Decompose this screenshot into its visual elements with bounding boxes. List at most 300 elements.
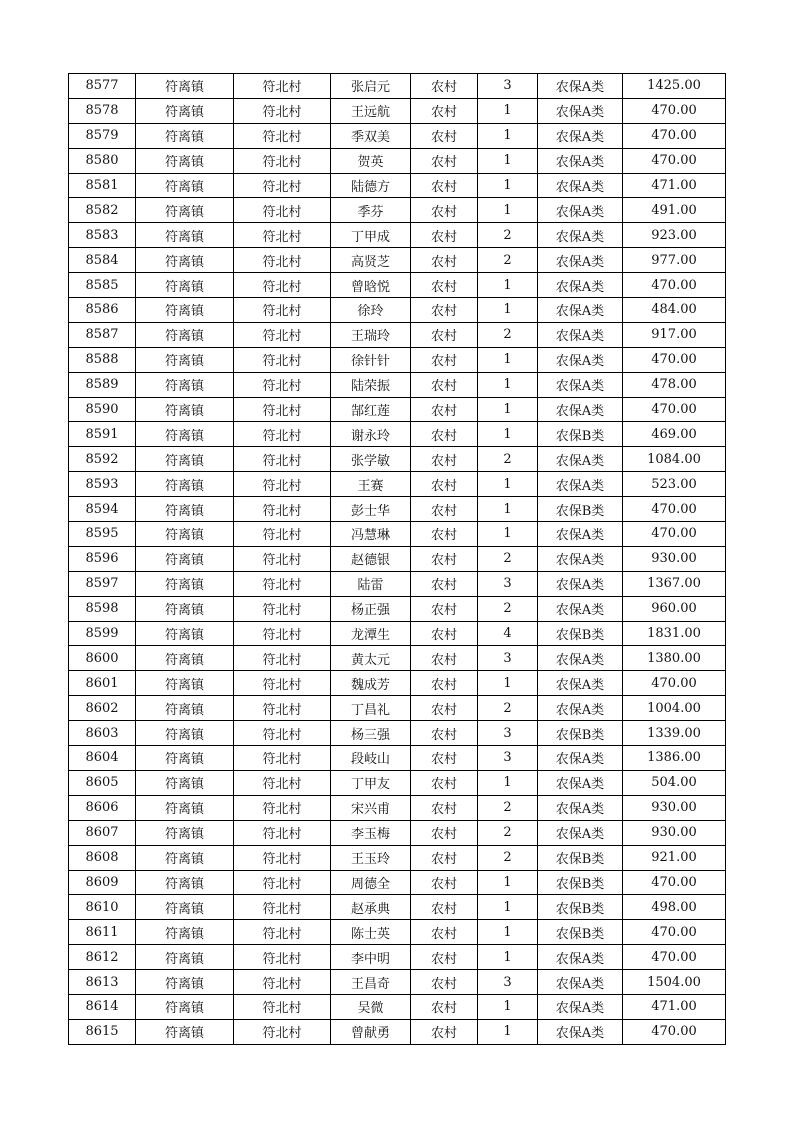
table-row <box>69 298 726 323</box>
cell-name: 周德全 <box>331 870 411 895</box>
cell-amount: 470.00 <box>623 123 726 148</box>
cell-household-size: 2 <box>478 322 538 347</box>
cell-name: 季双美 <box>331 123 411 148</box>
cell-amount: 923.00 <box>623 223 726 248</box>
cell-amount: 1504.00 <box>623 970 726 995</box>
cell-area-type: 农村 <box>411 273 478 298</box>
cell-amount: 470.00 <box>623 347 726 372</box>
cell-area-type: 农村 <box>411 472 478 497</box>
cell-town: 符离镇 <box>136 198 234 223</box>
cell-village: 符北村 <box>234 920 331 945</box>
cell-amount: 470.00 <box>623 497 726 522</box>
cell-id: 8581 <box>69 173 136 198</box>
cell-town: 符离镇 <box>136 994 234 1019</box>
cell-household-size: 1 <box>478 994 538 1019</box>
cell-amount: 960.00 <box>623 596 726 621</box>
cell-village: 符北村 <box>234 223 331 248</box>
table-row <box>69 497 726 522</box>
cell-category: 农保A类 <box>538 596 623 621</box>
table-row <box>69 98 726 123</box>
cell-village: 符北村 <box>234 870 331 895</box>
cell-amount: 1339.00 <box>623 721 726 746</box>
cell-id: 8602 <box>69 696 136 721</box>
table-row <box>69 198 726 223</box>
cell-id: 8580 <box>69 148 136 173</box>
table-row <box>69 372 726 397</box>
cell-amount: 470.00 <box>623 945 726 970</box>
cell-area-type: 农村 <box>411 920 478 945</box>
cell-household-size: 1 <box>478 770 538 795</box>
cell-category: 农保B类 <box>538 920 623 945</box>
cell-area-type: 农村 <box>411 646 478 671</box>
cell-town: 符离镇 <box>136 173 234 198</box>
cell-id: 8594 <box>69 497 136 522</box>
cell-town: 符离镇 <box>136 472 234 497</box>
cell-category: 农保A类 <box>538 223 623 248</box>
cell-town: 符离镇 <box>136 696 234 721</box>
cell-amount: 1425.00 <box>623 74 726 99</box>
cell-area-type: 农村 <box>411 994 478 1019</box>
cell-town: 符离镇 <box>136 98 234 123</box>
cell-village: 符北村 <box>234 472 331 497</box>
cell-id: 8609 <box>69 870 136 895</box>
cell-amount: 471.00 <box>623 173 726 198</box>
cell-amount: 1084.00 <box>623 447 726 472</box>
cell-name: 曾献勇 <box>331 1019 411 1044</box>
cell-village: 符北村 <box>234 422 331 447</box>
cell-household-size: 1 <box>478 273 538 298</box>
table-row <box>69 795 726 820</box>
cell-household-size: 1 <box>478 397 538 422</box>
cell-household-size: 3 <box>478 74 538 99</box>
cell-village: 符北村 <box>234 820 331 845</box>
table-row <box>69 994 726 1019</box>
cell-category: 农保B类 <box>538 870 623 895</box>
cell-amount: 523.00 <box>623 472 726 497</box>
cell-amount: 930.00 <box>623 546 726 571</box>
cell-village: 符北村 <box>234 397 331 422</box>
cell-name: 曾晗悦 <box>331 273 411 298</box>
cell-category: 农保A类 <box>538 646 623 671</box>
cell-name: 王远航 <box>331 98 411 123</box>
cell-town: 符离镇 <box>136 397 234 422</box>
table-row <box>69 74 726 99</box>
cell-household-size: 1 <box>478 671 538 696</box>
table-row <box>69 696 726 721</box>
cell-town: 符离镇 <box>136 671 234 696</box>
table-row <box>69 571 726 596</box>
cell-town: 符离镇 <box>136 347 234 372</box>
cell-id: 8596 <box>69 546 136 571</box>
cell-amount: 470.00 <box>623 1019 726 1044</box>
table-row <box>69 397 726 422</box>
cell-name: 彭士华 <box>331 497 411 522</box>
cell-village: 符北村 <box>234 895 331 920</box>
cell-name: 宋兴甫 <box>331 795 411 820</box>
cell-area-type: 农村 <box>411 422 478 447</box>
cell-household-size: 1 <box>478 148 538 173</box>
cell-town: 符离镇 <box>136 298 234 323</box>
cell-village: 符北村 <box>234 248 331 273</box>
cell-id: 8586 <box>69 298 136 323</box>
cell-area-type: 农村 <box>411 621 478 646</box>
cell-household-size: 1 <box>478 422 538 447</box>
cell-category: 农保A类 <box>538 298 623 323</box>
cell-town: 符离镇 <box>136 596 234 621</box>
cell-name: 高贤芝 <box>331 248 411 273</box>
cell-town: 符离镇 <box>136 571 234 596</box>
cell-amount: 470.00 <box>623 522 726 547</box>
cell-village: 符北村 <box>234 546 331 571</box>
cell-id: 8597 <box>69 571 136 596</box>
cell-id: 8599 <box>69 621 136 646</box>
cell-household-size: 2 <box>478 223 538 248</box>
cell-id: 8604 <box>69 746 136 771</box>
table-row <box>69 322 726 347</box>
cell-household-size: 2 <box>478 696 538 721</box>
table-row <box>69 646 726 671</box>
cell-id: 8607 <box>69 820 136 845</box>
cell-amount: 470.00 <box>623 920 726 945</box>
cell-town: 符离镇 <box>136 820 234 845</box>
cell-id: 8603 <box>69 721 136 746</box>
cell-area-type: 农村 <box>411 895 478 920</box>
cell-town: 符离镇 <box>136 646 234 671</box>
cell-category: 农保B类 <box>538 721 623 746</box>
cell-area-type: 农村 <box>411 148 478 173</box>
cell-name: 段岐山 <box>331 746 411 771</box>
cell-amount: 917.00 <box>623 322 726 347</box>
cell-village: 符北村 <box>234 994 331 1019</box>
cell-category: 农保A类 <box>538 970 623 995</box>
cell-category: 农保A类 <box>538 522 623 547</box>
cell-area-type: 农村 <box>411 795 478 820</box>
cell-town: 符离镇 <box>136 1019 234 1044</box>
cell-area-type: 农村 <box>411 522 478 547</box>
cell-area-type: 农村 <box>411 845 478 870</box>
cell-household-size: 2 <box>478 596 538 621</box>
table-row <box>69 621 726 646</box>
cell-amount: 1367.00 <box>623 571 726 596</box>
cell-area-type: 农村 <box>411 1019 478 1044</box>
cell-household-size: 2 <box>478 447 538 472</box>
table-row <box>69 1019 726 1044</box>
cell-category: 农保A类 <box>538 571 623 596</box>
table-row <box>69 522 726 547</box>
cell-name: 赵承典 <box>331 895 411 920</box>
cell-id: 8591 <box>69 422 136 447</box>
table-row <box>69 273 726 298</box>
cell-category: 农保A类 <box>538 173 623 198</box>
cell-name: 张启元 <box>331 74 411 99</box>
cell-id: 8615 <box>69 1019 136 1044</box>
cell-household-size: 3 <box>478 746 538 771</box>
table-row <box>69 123 726 148</box>
cell-category: 农保A类 <box>538 770 623 795</box>
cell-town: 符离镇 <box>136 795 234 820</box>
cell-amount: 977.00 <box>623 248 726 273</box>
cell-category: 农保A类 <box>538 98 623 123</box>
cell-town: 符离镇 <box>136 248 234 273</box>
cell-category: 农保A类 <box>538 273 623 298</box>
cell-category: 农保A类 <box>538 248 623 273</box>
cell-area-type: 农村 <box>411 970 478 995</box>
cell-household-size: 1 <box>478 497 538 522</box>
cell-village: 符北村 <box>234 945 331 970</box>
cell-category: 农保A类 <box>538 472 623 497</box>
cell-name: 徐针针 <box>331 347 411 372</box>
cell-amount: 1386.00 <box>623 746 726 771</box>
cell-category: 农保A类 <box>538 820 623 845</box>
cell-amount: 930.00 <box>623 820 726 845</box>
cell-name: 王赛 <box>331 472 411 497</box>
table-row <box>69 721 726 746</box>
cell-name: 龙潭生 <box>331 621 411 646</box>
cell-village: 符北村 <box>234 372 331 397</box>
cell-area-type: 农村 <box>411 671 478 696</box>
cell-household-size: 1 <box>478 895 538 920</box>
cell-amount: 1831.00 <box>623 621 726 646</box>
cell-household-size: 3 <box>478 571 538 596</box>
cell-town: 符离镇 <box>136 870 234 895</box>
cell-village: 符北村 <box>234 347 331 372</box>
cell-household-size: 1 <box>478 522 538 547</box>
cell-household-size: 1 <box>478 1019 538 1044</box>
cell-name: 张学敏 <box>331 447 411 472</box>
cell-village: 符北村 <box>234 173 331 198</box>
cell-category: 农保A类 <box>538 347 623 372</box>
table-row <box>69 223 726 248</box>
cell-category: 农保A类 <box>538 123 623 148</box>
cell-name: 吴微 <box>331 994 411 1019</box>
table-row <box>69 546 726 571</box>
cell-village: 符北村 <box>234 970 331 995</box>
cell-category: 农保B类 <box>538 845 623 870</box>
cell-name: 杨三强 <box>331 721 411 746</box>
cell-village: 符北村 <box>234 770 331 795</box>
cell-id: 8610 <box>69 895 136 920</box>
cell-town: 符离镇 <box>136 721 234 746</box>
cell-village: 符北村 <box>234 273 331 298</box>
table-row <box>69 447 726 472</box>
cell-name: 季芬 <box>331 198 411 223</box>
cell-village: 符北村 <box>234 148 331 173</box>
cell-village: 符北村 <box>234 596 331 621</box>
cell-household-size: 1 <box>478 198 538 223</box>
cell-town: 符离镇 <box>136 770 234 795</box>
cell-area-type: 农村 <box>411 372 478 397</box>
cell-name: 冯慧琳 <box>331 522 411 547</box>
table-row <box>69 770 726 795</box>
cell-category: 农保B类 <box>538 621 623 646</box>
cell-town: 符离镇 <box>136 970 234 995</box>
cell-amount: 498.00 <box>623 895 726 920</box>
cell-area-type: 农村 <box>411 347 478 372</box>
cell-name: 李中明 <box>331 945 411 970</box>
cell-town: 符离镇 <box>136 372 234 397</box>
cell-name: 徐玲 <box>331 298 411 323</box>
cell-category: 农保A类 <box>538 1019 623 1044</box>
cell-household-size: 1 <box>478 123 538 148</box>
table-row <box>69 845 726 870</box>
cell-id: 8593 <box>69 472 136 497</box>
cell-area-type: 农村 <box>411 298 478 323</box>
cell-village: 符北村 <box>234 123 331 148</box>
cell-village: 符北村 <box>234 98 331 123</box>
cell-id: 8605 <box>69 770 136 795</box>
cell-town: 符离镇 <box>136 522 234 547</box>
cell-amount: 471.00 <box>623 994 726 1019</box>
cell-area-type: 农村 <box>411 746 478 771</box>
cell-name: 陆德方 <box>331 173 411 198</box>
cell-village: 符北村 <box>234 322 331 347</box>
table-row <box>69 945 726 970</box>
cell-name: 谢永玲 <box>331 422 411 447</box>
cell-village: 符北村 <box>234 1019 331 1044</box>
cell-amount: 470.00 <box>623 148 726 173</box>
cell-name: 魏成芳 <box>331 671 411 696</box>
cell-area-type: 农村 <box>411 770 478 795</box>
cell-name: 黄太元 <box>331 646 411 671</box>
cell-amount: 470.00 <box>623 870 726 895</box>
cell-area-type: 农村 <box>411 945 478 970</box>
cell-amount: 470.00 <box>623 273 726 298</box>
cell-area-type: 农村 <box>411 721 478 746</box>
cell-id: 8588 <box>69 347 136 372</box>
cell-id: 8590 <box>69 397 136 422</box>
cell-id: 8577 <box>69 74 136 99</box>
cell-household-size: 3 <box>478 721 538 746</box>
cell-town: 符离镇 <box>136 546 234 571</box>
cell-town: 符离镇 <box>136 447 234 472</box>
cell-id: 8578 <box>69 98 136 123</box>
cell-area-type: 农村 <box>411 397 478 422</box>
cell-category: 农保A类 <box>538 322 623 347</box>
cell-category: 农保A类 <box>538 447 623 472</box>
cell-village: 符北村 <box>234 447 331 472</box>
cell-category: 农保A类 <box>538 696 623 721</box>
cell-id: 8612 <box>69 945 136 970</box>
cell-id: 8582 <box>69 198 136 223</box>
cell-id: 8614 <box>69 994 136 1019</box>
table-row <box>69 347 726 372</box>
cell-category: 农保B类 <box>538 497 623 522</box>
table-row <box>69 422 726 447</box>
cell-household-size: 2 <box>478 248 538 273</box>
cell-category: 农保A类 <box>538 372 623 397</box>
cell-town: 符离镇 <box>136 920 234 945</box>
cell-household-size: 1 <box>478 173 538 198</box>
cell-area-type: 农村 <box>411 223 478 248</box>
cell-area-type: 农村 <box>411 173 478 198</box>
cell-household-size: 2 <box>478 820 538 845</box>
table-row <box>69 895 726 920</box>
cell-town: 符离镇 <box>136 123 234 148</box>
cell-amount: 478.00 <box>623 372 726 397</box>
cell-household-size: 2 <box>478 795 538 820</box>
cell-area-type: 农村 <box>411 248 478 273</box>
cell-category: 农保A类 <box>538 671 623 696</box>
cell-area-type: 农村 <box>411 820 478 845</box>
table-row <box>69 173 726 198</box>
cell-amount: 930.00 <box>623 795 726 820</box>
cell-household-size: 1 <box>478 920 538 945</box>
cell-name: 贺英 <box>331 148 411 173</box>
cell-household-size: 1 <box>478 870 538 895</box>
cell-town: 符离镇 <box>136 945 234 970</box>
cell-amount: 470.00 <box>623 397 726 422</box>
records-table <box>68 73 726 1045</box>
cell-name: 丁昌礼 <box>331 696 411 721</box>
cell-category: 农保B类 <box>538 895 623 920</box>
cell-town: 符离镇 <box>136 845 234 870</box>
cell-name: 李玉梅 <box>331 820 411 845</box>
cell-area-type: 农村 <box>411 98 478 123</box>
cell-area-type: 农村 <box>411 571 478 596</box>
cell-town: 符离镇 <box>136 895 234 920</box>
table-row <box>69 671 726 696</box>
cell-area-type: 农村 <box>411 497 478 522</box>
table-row <box>69 920 726 945</box>
cell-category: 农保B类 <box>538 422 623 447</box>
cell-village: 符北村 <box>234 646 331 671</box>
cell-household-size: 1 <box>478 298 538 323</box>
cell-category: 农保A类 <box>538 198 623 223</box>
cell-name: 赵德银 <box>331 546 411 571</box>
cell-id: 8600 <box>69 646 136 671</box>
cell-village: 符北村 <box>234 298 331 323</box>
cell-amount: 484.00 <box>623 298 726 323</box>
cell-name: 王昌奇 <box>331 970 411 995</box>
cell-village: 符北村 <box>234 746 331 771</box>
cell-village: 符北村 <box>234 497 331 522</box>
cell-name: 丁甲成 <box>331 223 411 248</box>
cell-name: 王瑞玲 <box>331 322 411 347</box>
cell-category: 农保A类 <box>538 945 623 970</box>
table-row <box>69 248 726 273</box>
cell-household-size: 1 <box>478 945 538 970</box>
cell-name: 陆荣振 <box>331 372 411 397</box>
cell-id: 8595 <box>69 522 136 547</box>
cell-id: 8611 <box>69 920 136 945</box>
cell-household-size: 3 <box>478 970 538 995</box>
table-body <box>69 74 726 1045</box>
cell-id: 8583 <box>69 223 136 248</box>
cell-name: 杨正强 <box>331 596 411 621</box>
cell-amount: 921.00 <box>623 845 726 870</box>
cell-area-type: 农村 <box>411 322 478 347</box>
cell-town: 符离镇 <box>136 223 234 248</box>
cell-village: 符北村 <box>234 671 331 696</box>
cell-town: 符离镇 <box>136 322 234 347</box>
table-row <box>69 820 726 845</box>
cell-id: 8585 <box>69 273 136 298</box>
cell-area-type: 农村 <box>411 596 478 621</box>
table-row <box>69 472 726 497</box>
cell-id: 8608 <box>69 845 136 870</box>
cell-name: 丁甲友 <box>331 770 411 795</box>
cell-amount: 470.00 <box>623 98 726 123</box>
cell-town: 符离镇 <box>136 148 234 173</box>
cell-category: 农保A类 <box>538 746 623 771</box>
cell-area-type: 农村 <box>411 447 478 472</box>
cell-household-size: 1 <box>478 98 538 123</box>
cell-area-type: 农村 <box>411 198 478 223</box>
cell-household-size: 1 <box>478 372 538 397</box>
cell-town: 符离镇 <box>136 273 234 298</box>
cell-id: 8587 <box>69 322 136 347</box>
cell-village: 符北村 <box>234 696 331 721</box>
